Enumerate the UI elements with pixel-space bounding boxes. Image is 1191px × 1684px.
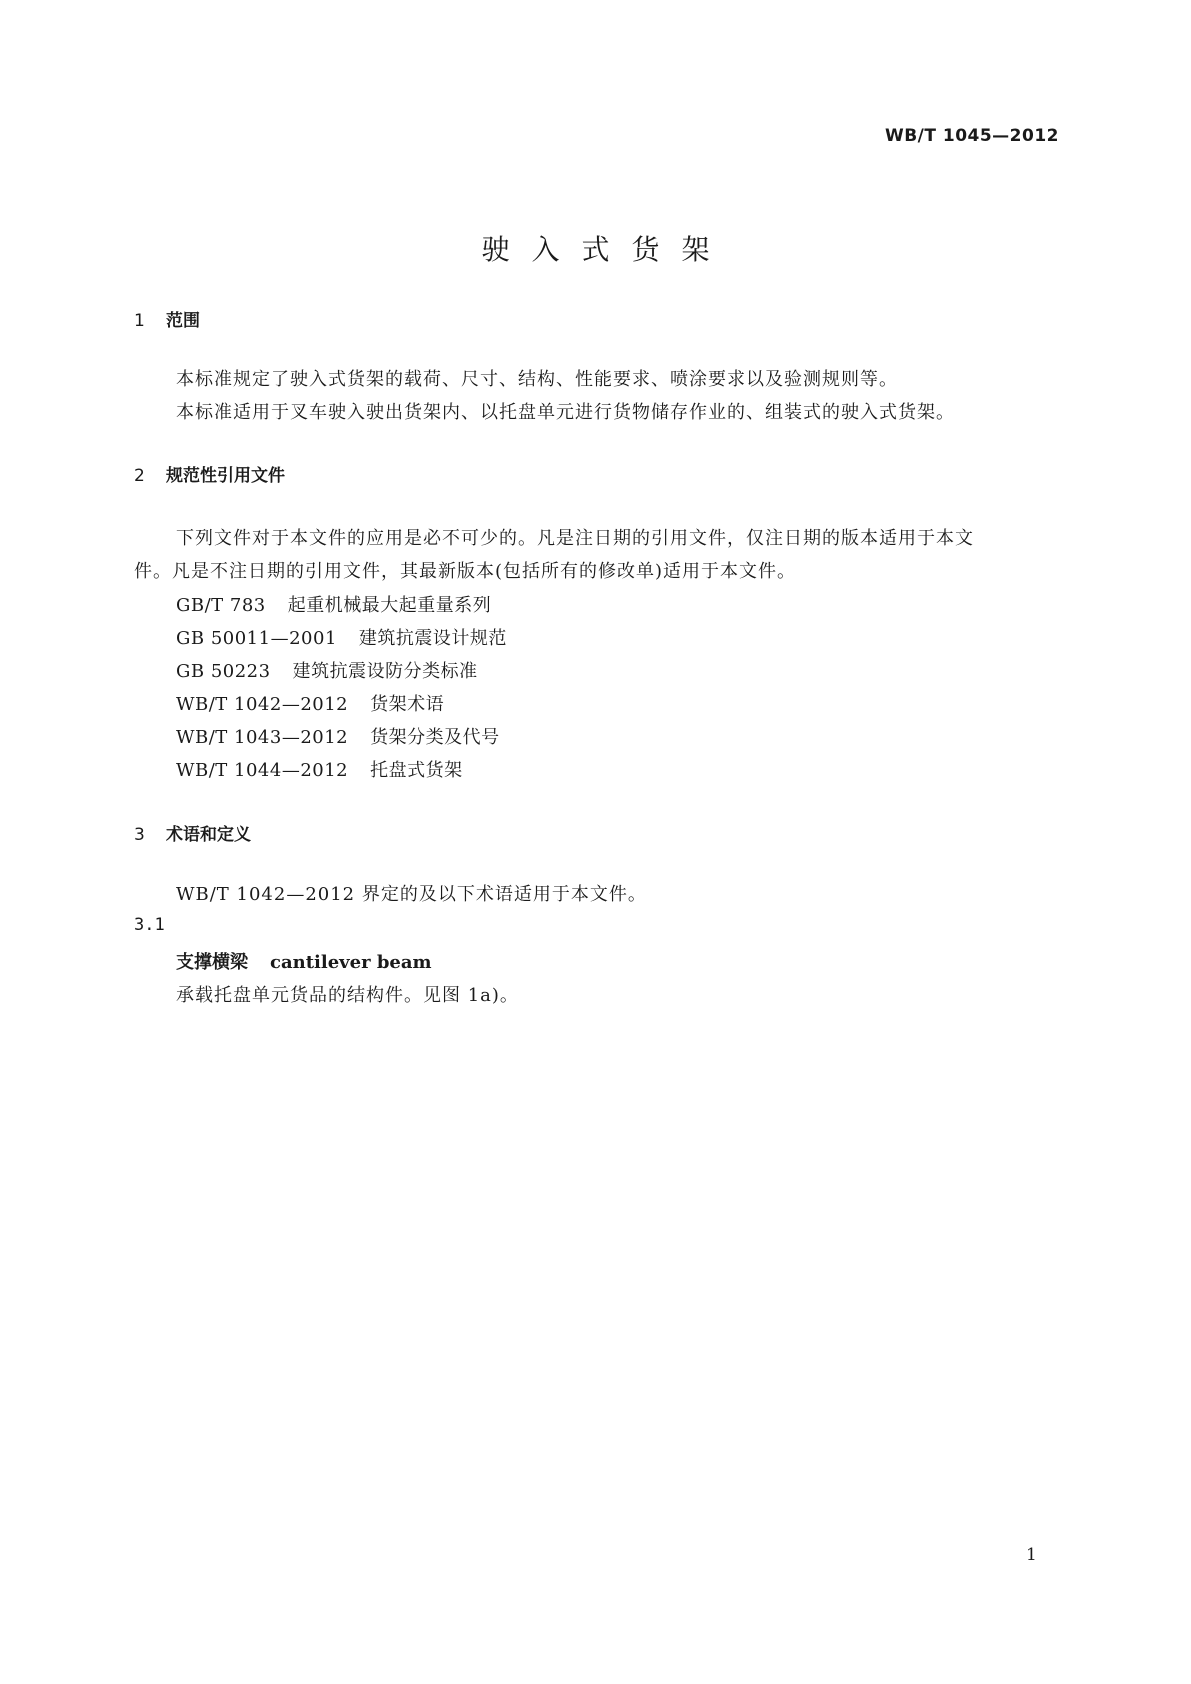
- section-title: 范围: [166, 311, 200, 331]
- page-number: 1: [1026, 1545, 1037, 1565]
- reference-code: WB/T 1043—2012: [176, 727, 349, 748]
- section-2-heading: [134, 461, 285, 486]
- reference-title: 建筑抗震设防分类标准: [292, 661, 478, 682]
- section-title: 术语和定义: [166, 825, 251, 845]
- reference-code: GB/T 783: [176, 595, 266, 616]
- term-name-en: cantilever beam: [270, 952, 432, 973]
- section-title: 规范性引用文件: [166, 466, 285, 486]
- reference-item: [176, 624, 507, 650]
- section-number: 2: [134, 466, 145, 486]
- reference-code: GB 50011—2001: [176, 628, 337, 649]
- section-number: 3: [134, 825, 145, 845]
- reference-title: 起重机械最大起重量系列: [287, 595, 492, 616]
- reference-item: [176, 591, 491, 617]
- term-name-zh: 支撑横梁: [176, 952, 248, 973]
- reference-code: GB 50223: [176, 661, 271, 682]
- references-intro-line-2: 件。凡是不注日期的引用文件，其最新版本(包括所有的修改单)适用于本文件。: [134, 561, 797, 582]
- scope-paragraph-1: 本标准规定了驶入式货架的载荷、尺寸、结构、性能要求、喷涂要求以及验测规则等。: [176, 369, 898, 390]
- scope-paragraph-2: 本标准适用于叉车驶入驶出货架内、以托盘单元进行货物储存作业的、组装式的驶入式货架。: [176, 402, 955, 423]
- reference-title: 货架术语: [370, 694, 445, 715]
- reference-item: [176, 657, 478, 683]
- reference-code: WB/T 1042—2012: [176, 694, 349, 715]
- reference-item: [176, 690, 444, 716]
- reference-code: WB/T 1044—2012: [176, 760, 349, 781]
- term-number: 3.1: [134, 915, 165, 935]
- section-3-heading: [134, 820, 251, 845]
- section-1-heading: [134, 306, 200, 331]
- reference-title: 货架分类及代号: [370, 727, 500, 748]
- reference-item: [176, 723, 500, 749]
- term-definition: 承载托盘单元货品的结构件。见图 1a)。: [176, 985, 519, 1006]
- term-name: [176, 948, 432, 974]
- section-number: 1: [134, 311, 145, 331]
- reference-title: 建筑抗震设计规范: [358, 628, 507, 649]
- standard-code: WB/T 1045—2012: [884, 126, 1059, 146]
- references-intro-line-1: 下列文件对于本文件的应用是必不可少的。凡是注日期的引用文件，仅注日期的版本适用于本文: [176, 528, 974, 549]
- document-title: 驶入式货架: [481, 233, 732, 266]
- terms-intro: WB/T 1042—2012 界定的及以下术语适用于本文件。: [176, 884, 647, 905]
- reference-title: 托盘式货架: [370, 760, 463, 781]
- reference-item: [176, 756, 463, 782]
